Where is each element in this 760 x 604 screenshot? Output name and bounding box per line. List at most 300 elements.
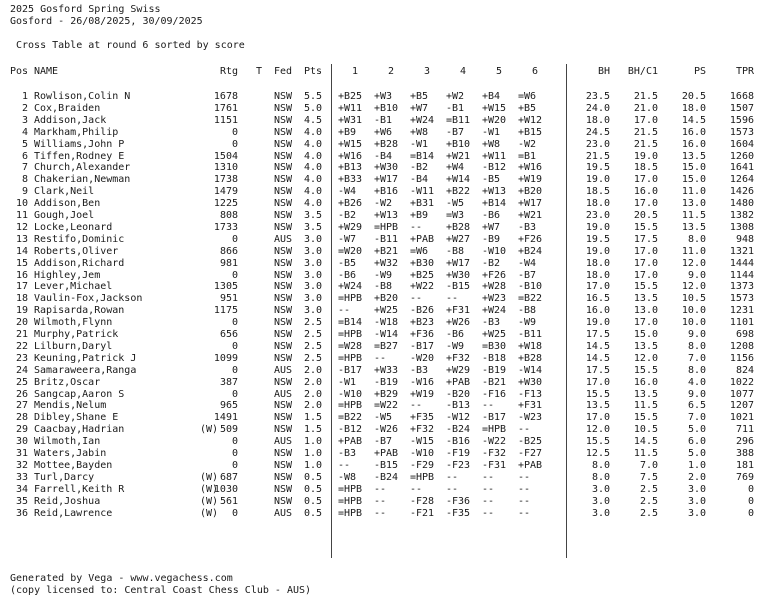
cell-rtg: 1479 <box>213 186 238 197</box>
cell-bhc1: 17.0 <box>633 174 658 185</box>
cell-round-2: -B7 <box>374 436 393 447</box>
cell-name: Restifo,Dominic <box>34 234 125 245</box>
cell-round-3: -W10 <box>410 448 435 459</box>
cell-ps: 13.0 <box>681 198 706 209</box>
cell-round-2: -W18 <box>374 317 399 328</box>
cell-round-5: -B12 <box>482 162 507 173</box>
cell-round-6: -W2 <box>518 139 537 150</box>
cell-ps: 7.0 <box>687 353 706 364</box>
cell-round-1: =HPB <box>338 400 363 411</box>
cell-rtg: 0 <box>231 436 238 447</box>
cell-rtg: 0 <box>231 389 238 400</box>
cell-round-3: +W8 <box>410 127 429 138</box>
cell-pts: 3.0 <box>304 246 323 257</box>
cell-rtg: 0 <box>231 317 238 328</box>
cell-ps: 16.0 <box>681 139 706 150</box>
cell-round-5: -B3 <box>482 317 501 328</box>
cell-fed: NSW <box>274 329 293 340</box>
cell-round-5: +W15 <box>482 103 507 114</box>
cell-tpr: 1596 <box>729 115 754 126</box>
cell-round-6: -W4 <box>518 258 537 269</box>
cell-bhc1: 13.0 <box>633 305 658 316</box>
cell-round-5: +W13 <box>482 186 507 197</box>
cell-fed: NSW <box>274 412 293 423</box>
cell-pos: 30 <box>15 436 28 447</box>
cell-bh: 23.5 <box>585 91 610 102</box>
cell-ps: 11.0 <box>681 186 706 197</box>
col-round-5-header: 5 <box>496 66 503 77</box>
cell-rtg: 1175 <box>213 305 238 316</box>
cell-fed: NSW <box>274 246 293 257</box>
cell-round-6: +B24 <box>518 246 543 257</box>
cell-bh: 18.5 <box>585 186 610 197</box>
cell-fed: NSW <box>274 317 293 328</box>
cell-round-5: -- <box>482 400 495 411</box>
cell-bhc1: 18.5 <box>633 162 658 173</box>
cell-rtg: 951 <box>219 293 238 304</box>
cell-bh: 14.5 <box>585 353 610 364</box>
cell-round-4: -W5 <box>446 198 465 209</box>
cell-name: Wilmoth,Ian <box>34 436 101 447</box>
cell-round-5: +W25 <box>482 329 507 340</box>
cell-round-5: -W22 <box>482 436 507 447</box>
cell-round-1: +W11 <box>338 103 363 114</box>
cell-tpr: 1426 <box>729 186 754 197</box>
cell-name: Reid,Joshua <box>34 496 101 507</box>
cell-bhc1: 21.5 <box>633 127 658 138</box>
cell-round-6: -B3 <box>518 222 537 233</box>
cell-fed: NSW <box>274 258 293 269</box>
cell-bhc1: 16.0 <box>633 377 658 388</box>
cell-name: Williams,John P <box>34 139 125 150</box>
cell-round-5: -B6 <box>482 210 501 221</box>
cell-pos: 33 <box>15 472 28 483</box>
cell-pos: 2 <box>21 103 28 114</box>
cell-tpr: 1021 <box>729 412 754 423</box>
cell-rtg: 1099 <box>213 353 238 364</box>
cell-bhc1: 14.5 <box>633 436 658 447</box>
cell-pts: 4.0 <box>304 198 323 209</box>
cell-pts: 2.0 <box>304 365 323 376</box>
cell-tpr: 296 <box>735 436 754 447</box>
cell-round-6: +PAB <box>518 460 543 471</box>
cell-round-1: =HPB <box>338 508 363 519</box>
cell-pts: 3.0 <box>304 305 323 316</box>
cell-round-5: -B17 <box>482 412 507 423</box>
cell-round-5: +W20 <box>482 115 507 126</box>
cell-fed: NSW <box>274 424 293 435</box>
cell-rtg: 1491 <box>213 412 238 423</box>
cell-ps: 13.5 <box>681 151 706 162</box>
cell-tpr: 1144 <box>729 270 754 281</box>
cell-rtg: 1678 <box>213 91 238 102</box>
cell-round-1: =B14 <box>338 317 363 328</box>
cell-round-4: +F31 <box>446 305 471 316</box>
cell-name: Mottee,Bayden <box>34 460 113 471</box>
cell-round-1: -B17 <box>338 365 363 376</box>
cell-pos: 29 <box>15 424 28 435</box>
cell-bh: 24.5 <box>585 127 610 138</box>
cell-tpr: 1022 <box>729 377 754 388</box>
cell-name: Rowlison,Colin N <box>34 91 131 102</box>
cell-round-6: +W17 <box>518 198 543 209</box>
cell-round-6: -B7 <box>518 270 537 281</box>
cell-round-3: -F29 <box>410 460 435 471</box>
cell-round-5: +B14 <box>482 198 507 209</box>
cell-ps: 1.0 <box>687 460 706 471</box>
cell-name: Reid,Lawrence <box>34 508 113 519</box>
cell-pts: 3.0 <box>304 281 323 292</box>
cell-fed: NSW <box>274 472 293 483</box>
col-round-6-header: 6 <box>532 66 539 77</box>
cell-round-6: -- <box>518 484 531 495</box>
cell-pos: 35 <box>15 496 28 507</box>
cell-round-2: =W22 <box>374 400 399 411</box>
cell-name: Addison,Jack <box>34 115 107 126</box>
cell-t: (W) <box>200 496 219 507</box>
cell-name: Addison,Ben <box>34 198 101 209</box>
cell-rtg: 0 <box>231 127 238 138</box>
cell-round-1: +B26 <box>338 198 363 209</box>
cell-pos: 24 <box>15 365 28 376</box>
cell-name: Vaulin-Fox,Jackson <box>34 293 143 304</box>
cell-round-2: -W26 <box>374 424 399 435</box>
cell-bhc1: 13.5 <box>633 341 658 352</box>
cell-pts: 2.5 <box>304 317 323 328</box>
cell-bhc1: 12.0 <box>633 353 658 364</box>
cell-bh: 19.0 <box>585 246 610 257</box>
cell-name: Cox,Braiden <box>34 103 101 114</box>
cell-fed: NSW <box>274 281 293 292</box>
cell-pos: 17 <box>15 281 28 292</box>
col-rtg-header: Rtg <box>219 66 238 77</box>
cell-pts: 3.5 <box>304 222 323 233</box>
cell-bhc1: 16.0 <box>633 186 658 197</box>
cell-fed: AUS <box>274 365 293 376</box>
cell-round-4: -W9 <box>446 341 465 352</box>
cell-fed: AUS <box>274 508 293 519</box>
cell-pos: 10 <box>15 198 28 209</box>
cell-round-1: +B9 <box>338 127 357 138</box>
cell-bhc1: 17.5 <box>633 234 658 245</box>
column-separator-right <box>566 64 567 558</box>
cell-rtg: 1504 <box>213 151 238 162</box>
cell-tpr: 1668 <box>729 91 754 102</box>
cell-fed: NSW <box>274 270 293 281</box>
cell-round-4: +PAB <box>446 377 471 388</box>
cell-round-3: -W1 <box>410 139 429 150</box>
cell-pts: 0.5 <box>304 496 323 507</box>
cell-tpr: 1641 <box>729 162 754 173</box>
cell-rtg: 0 <box>231 341 238 352</box>
cell-name: Clark,Neil <box>34 186 95 197</box>
cell-round-3: -W11 <box>410 186 435 197</box>
cell-bh: 19.0 <box>585 317 610 328</box>
cell-fed: NSW <box>274 305 293 316</box>
cell-ps: 5.0 <box>687 424 706 435</box>
cell-bh: 19.0 <box>585 222 610 233</box>
cell-round-2: -B4 <box>374 151 393 162</box>
cell-bhc1: 15.5 <box>633 412 658 423</box>
cell-round-4: -B8 <box>446 246 465 257</box>
cell-bhc1: 17.0 <box>633 198 658 209</box>
cell-pts: 3.0 <box>304 234 323 245</box>
cell-bh: 17.0 <box>585 412 610 423</box>
cell-round-3: +B25 <box>410 270 435 281</box>
cell-pos: 12 <box>15 222 28 233</box>
cell-rtg: 1151 <box>213 115 238 126</box>
cell-pts: 5.5 <box>304 91 323 102</box>
cell-ps: 3.0 <box>687 484 706 495</box>
cell-round-2: +PAB <box>374 448 399 459</box>
cell-rtg: 0 <box>231 448 238 459</box>
cell-round-5: +B4 <box>482 91 501 102</box>
cell-round-4: -- <box>446 293 459 304</box>
cell-bhc1: 15.0 <box>633 329 658 340</box>
cell-fed: NSW <box>274 151 293 162</box>
cell-round-3: -- <box>410 222 423 233</box>
cell-tpr: 769 <box>735 472 754 483</box>
cell-rtg: 0 <box>231 234 238 245</box>
cell-round-6: +W19 <box>518 174 543 185</box>
cell-bh: 15.5 <box>585 436 610 447</box>
cell-bh: 18.0 <box>585 115 610 126</box>
cell-round-6: +W18 <box>518 341 543 352</box>
cell-fed: AUS <box>274 389 293 400</box>
cell-round-2: +B16 <box>374 186 399 197</box>
cell-pts: 2.5 <box>304 341 323 352</box>
cell-bh: 3.0 <box>591 508 610 519</box>
cell-ps: 15.0 <box>681 174 706 185</box>
cell-ps: 18.0 <box>681 103 706 114</box>
cell-bhc1: 7.0 <box>639 460 658 471</box>
cell-bhc1: 15.5 <box>633 222 658 233</box>
cell-round-5: -B2 <box>482 258 501 269</box>
cell-round-5: -- <box>482 508 495 519</box>
cell-pts: 3.0 <box>304 293 323 304</box>
cell-fed: NSW <box>274 127 293 138</box>
cell-ps: 3.0 <box>687 496 706 507</box>
col-round-4-header: 4 <box>460 66 467 77</box>
cell-round-3: -W16 <box>410 377 435 388</box>
cell-round-1: -W8 <box>338 472 357 483</box>
cell-pts: 2.5 <box>304 353 323 364</box>
cell-bh: 14.5 <box>585 341 610 352</box>
cell-round-3: -B17 <box>410 341 435 352</box>
cell-pos: 5 <box>21 139 28 150</box>
cell-name: Wilmoth,Flynn <box>34 317 113 328</box>
cell-round-4: +B10 <box>446 139 471 150</box>
footer-license: (copy licensed to: Central Coast Chess Club - AUS) <box>10 585 312 596</box>
cell-pos: 18 <box>15 293 28 304</box>
cell-name: Samaraweera,Ranga <box>34 365 137 376</box>
cell-round-5: -W1 <box>482 127 501 138</box>
cell-tpr: 1507 <box>729 103 754 114</box>
cell-pts: 4.5 <box>304 115 323 126</box>
cell-ps: 15.0 <box>681 162 706 173</box>
cell-round-4: -F23 <box>446 460 471 471</box>
cell-bhc1: 13.5 <box>633 293 658 304</box>
cell-tpr: 1101 <box>729 317 754 328</box>
cell-round-4: -F19 <box>446 448 471 459</box>
cell-pts: 1.0 <box>304 460 323 471</box>
cell-name: Chakerian,Newman <box>34 174 131 185</box>
cell-round-4: +W2 <box>446 91 465 102</box>
cell-pts: 0.5 <box>304 472 323 483</box>
cell-round-4: -B15 <box>446 281 471 292</box>
cell-round-2: +B10 <box>374 103 399 114</box>
cell-tpr: 1207 <box>729 400 754 411</box>
cell-round-3: -- <box>410 400 423 411</box>
cell-round-2: -- <box>374 508 387 519</box>
cell-rtg: 1225 <box>213 198 238 209</box>
cell-round-4: +W30 <box>446 270 471 281</box>
cell-round-3: +PAB <box>410 234 435 245</box>
cell-round-4: =B11 <box>446 115 471 126</box>
cell-bhc1: 19.0 <box>633 151 658 162</box>
cell-tpr: 0 <box>747 484 754 495</box>
cell-round-2: -B24 <box>374 472 399 483</box>
cell-rtg: 1030 <box>213 484 238 495</box>
cell-round-1: =W28 <box>338 341 363 352</box>
cell-round-6: -F27 <box>518 448 543 459</box>
cell-round-2: -B1 <box>374 115 393 126</box>
cell-pts: 3.0 <box>304 258 323 269</box>
cell-round-3: +F35 <box>410 412 435 423</box>
cell-round-2: -W5 <box>374 412 393 423</box>
cell-round-4: +F32 <box>446 353 471 364</box>
cell-round-6: -- <box>518 496 531 507</box>
cell-ps: 10.0 <box>681 317 706 328</box>
cell-round-2: -- <box>374 496 387 507</box>
cell-bh: 17.0 <box>585 281 610 292</box>
table-caption: Cross Table at round 6 sorted by score <box>16 40 245 51</box>
cell-bh: 19.0 <box>585 174 610 185</box>
cell-rtg: 808 <box>219 210 238 221</box>
cell-bh: 17.5 <box>585 365 610 376</box>
cell-pts: 1.5 <box>304 424 323 435</box>
cell-round-2: -B19 <box>374 377 399 388</box>
cell-tpr: 1373 <box>729 281 754 292</box>
cell-round-3: +B23 <box>410 317 435 328</box>
cell-tpr: 1077 <box>729 389 754 400</box>
cell-ps: 9.0 <box>687 329 706 340</box>
cell-round-6: +W16 <box>518 162 543 173</box>
cell-pts: 4.0 <box>304 174 323 185</box>
cell-bhc1: 21.0 <box>633 103 658 114</box>
cell-bh: 17.5 <box>585 329 610 340</box>
cell-round-2: +W6 <box>374 127 393 138</box>
cell-round-4: +W4 <box>446 162 465 173</box>
cell-name: Markham,Philip <box>34 127 119 138</box>
cell-round-2: +B20 <box>374 293 399 304</box>
cell-round-2: +B29 <box>374 389 399 400</box>
cell-round-2: -- <box>374 484 387 495</box>
cell-round-2: +W17 <box>374 174 399 185</box>
cell-round-6: -B25 <box>518 436 543 447</box>
cell-pos: 6 <box>21 151 28 162</box>
cell-round-6: +B15 <box>518 127 543 138</box>
cell-pos: 13 <box>15 234 28 245</box>
cell-pts: 2.0 <box>304 400 323 411</box>
cell-bh: 18.0 <box>585 258 610 269</box>
cell-round-4: -B1 <box>446 103 465 114</box>
cell-round-5: -B9 <box>482 234 501 245</box>
cell-round-1: +W29 <box>338 222 363 233</box>
cell-round-1: =HPB <box>338 496 363 507</box>
cell-pts: 3.5 <box>304 210 323 221</box>
cell-round-4: -B24 <box>446 424 471 435</box>
cell-ps: 3.0 <box>687 508 706 519</box>
cell-name: Keuning,Patrick J <box>34 353 137 364</box>
cell-pos: 4 <box>21 127 28 138</box>
cell-fed: NSW <box>274 460 293 471</box>
cell-round-4: -F36 <box>446 496 471 507</box>
cell-tpr: 1260 <box>729 151 754 162</box>
cell-bhc1: 20.5 <box>633 210 658 221</box>
cell-ps: 6.5 <box>687 400 706 411</box>
col-t-header: T <box>256 66 263 77</box>
cell-bhc1: 21.5 <box>633 91 658 102</box>
cell-rtg: 656 <box>219 329 238 340</box>
cell-tpr: 1308 <box>729 222 754 233</box>
cell-tpr: 698 <box>735 329 754 340</box>
cell-fed: NSW <box>274 496 293 507</box>
cell-round-5: -F32 <box>482 448 507 459</box>
cell-pts: 1.0 <box>304 436 323 447</box>
cell-tpr: 1321 <box>729 246 754 257</box>
cell-round-3: =HPB <box>410 472 435 483</box>
cell-round-6: +W30 <box>518 377 543 388</box>
cell-bh: 13.5 <box>585 400 610 411</box>
cell-bh: 3.0 <box>591 484 610 495</box>
cell-pos: 1 <box>21 91 28 102</box>
cell-round-2: -B15 <box>374 460 399 471</box>
cell-round-2: =HPB <box>374 222 399 233</box>
cell-round-3: +F32 <box>410 424 435 435</box>
cell-round-1: -- <box>338 305 351 316</box>
cell-round-5: =B30 <box>482 341 507 352</box>
cell-round-1: +B33 <box>338 174 363 185</box>
cell-round-2: -B8 <box>374 281 393 292</box>
cell-pos: 11 <box>15 210 28 221</box>
cell-bh: 17.0 <box>585 377 610 388</box>
cell-pts: 0.5 <box>304 484 323 495</box>
cell-fed: NSW <box>274 210 293 221</box>
cell-round-3: +W19 <box>410 389 435 400</box>
cell-bhc1: 21.5 <box>633 139 658 150</box>
cell-fed: NSW <box>274 139 293 150</box>
cell-pos: 34 <box>15 484 28 495</box>
footer-generated: Generated by Vega - www.vegachess.com <box>10 573 233 584</box>
cell-round-6: -- <box>518 508 531 519</box>
cell-name: Sangcap,Aaron S <box>34 389 125 400</box>
cell-round-1: -B2 <box>338 210 357 221</box>
cell-bhc1: 2.5 <box>639 508 658 519</box>
cell-pos: 22 <box>15 341 28 352</box>
cell-pts: 4.0 <box>304 127 323 138</box>
col-pts-header: Pts <box>304 66 323 77</box>
cell-fed: NSW <box>274 293 293 304</box>
cell-round-3: +W22 <box>410 281 435 292</box>
cell-bh: 8.0 <box>591 460 610 471</box>
cell-ps: 9.0 <box>687 389 706 400</box>
cell-name: Mendis,Nelum <box>34 400 107 411</box>
cell-name: Rapisarda,Rowan <box>34 305 125 316</box>
cell-pos: 25 <box>15 377 28 388</box>
cell-bhc1: 17.0 <box>633 246 658 257</box>
cell-tpr: 1208 <box>729 341 754 352</box>
